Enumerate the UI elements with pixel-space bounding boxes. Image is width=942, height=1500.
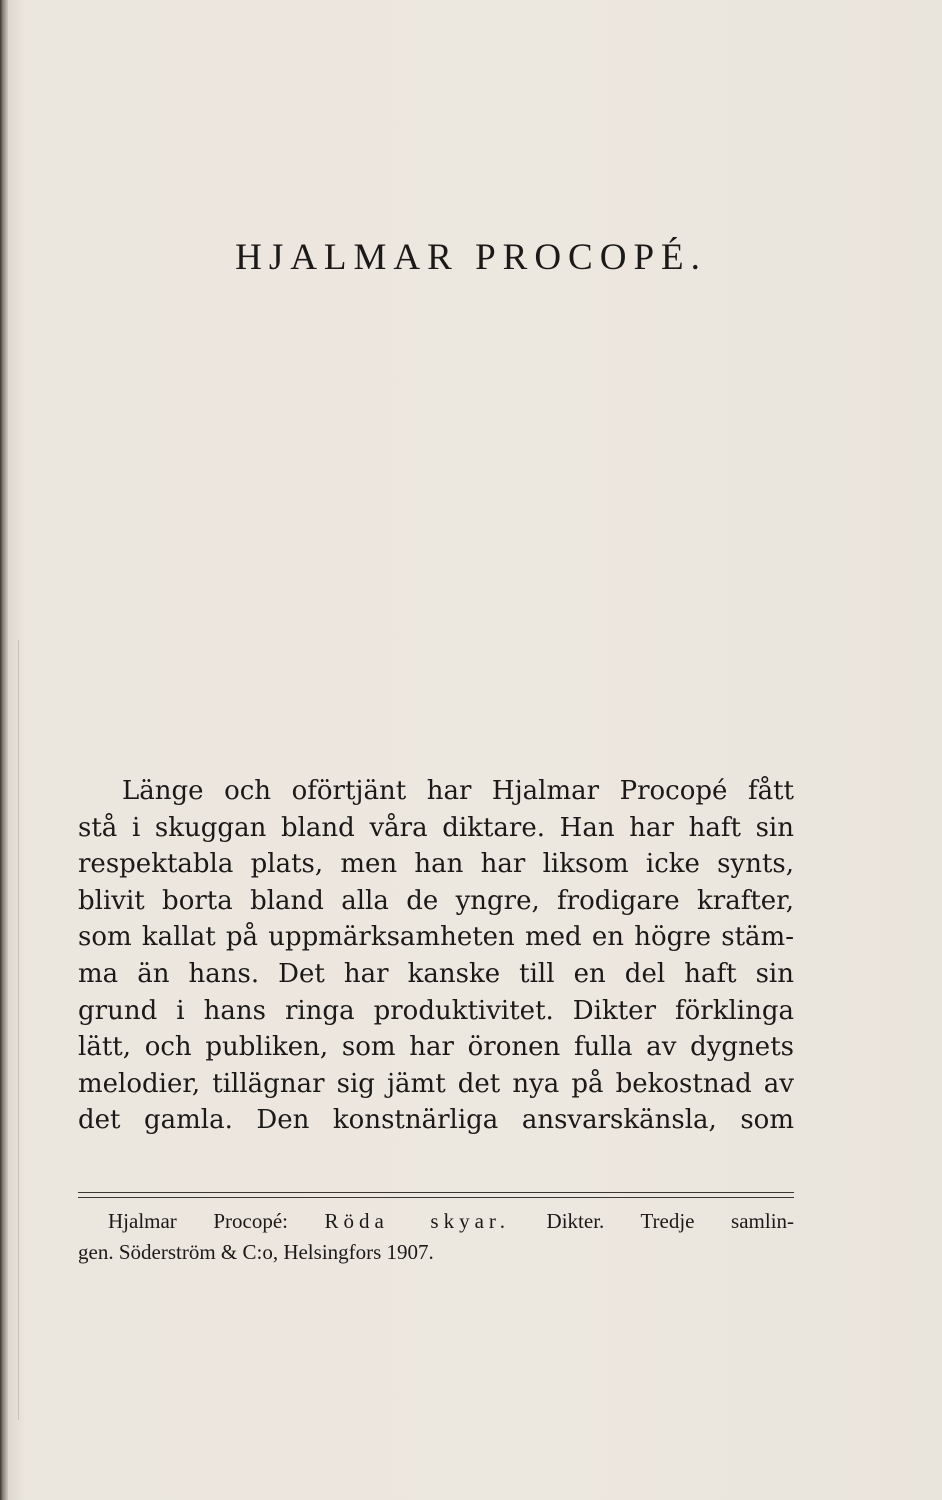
page-gutter [0,0,8,1500]
footnote-details: Dikter. Tredje samlin- [546,1209,795,1233]
gutter-crease [18,640,19,1420]
text-line: melodier, tillägnar sig jämt det nya på bekostnad av [78,1068,794,1099]
footnote-author: Hjalmar Procopé: [108,1209,288,1233]
text-line: ma än hans. Det har kanske till en del haft sin [78,958,794,989]
body-paragraph [78,773,794,1139]
text-line: Länge och oförtjänt har Hjalmar Procopé fått [122,776,794,806]
chapter-title: HJALMAR PROCOPÉ. [235,237,707,278]
text-line: blivit borta bland alla de yngre, frodigare krafter, [78,885,794,916]
text-line: lätt, och publiken, som har öronen fulla av dygnets [78,1032,794,1063]
footnote-line-2: gen. Söderström & C:o, Helsingfors 1907. [78,1240,434,1264]
text-line: grund i hans ringa produktivitet. Dikter förklinga [78,995,794,1026]
text-line: stå i skuggan bland våra diktare. Han har haft sin [78,812,794,843]
footnote-rule-top [78,1192,794,1193]
text-line: som kallat på uppmärksamheten med en högre stäm- [78,922,794,953]
footnote-line-1 [78,1206,794,1237]
footnote-rule-bottom [78,1197,794,1198]
text-line: respektabla plats, men han har liksom icke synts, [78,849,794,880]
footnote-book-title: Röda skyar. [324,1209,510,1233]
footnote [78,1206,794,1268]
text-line: det gamla. Den konstnärliga ansvarskänsla, som [78,1105,794,1136]
